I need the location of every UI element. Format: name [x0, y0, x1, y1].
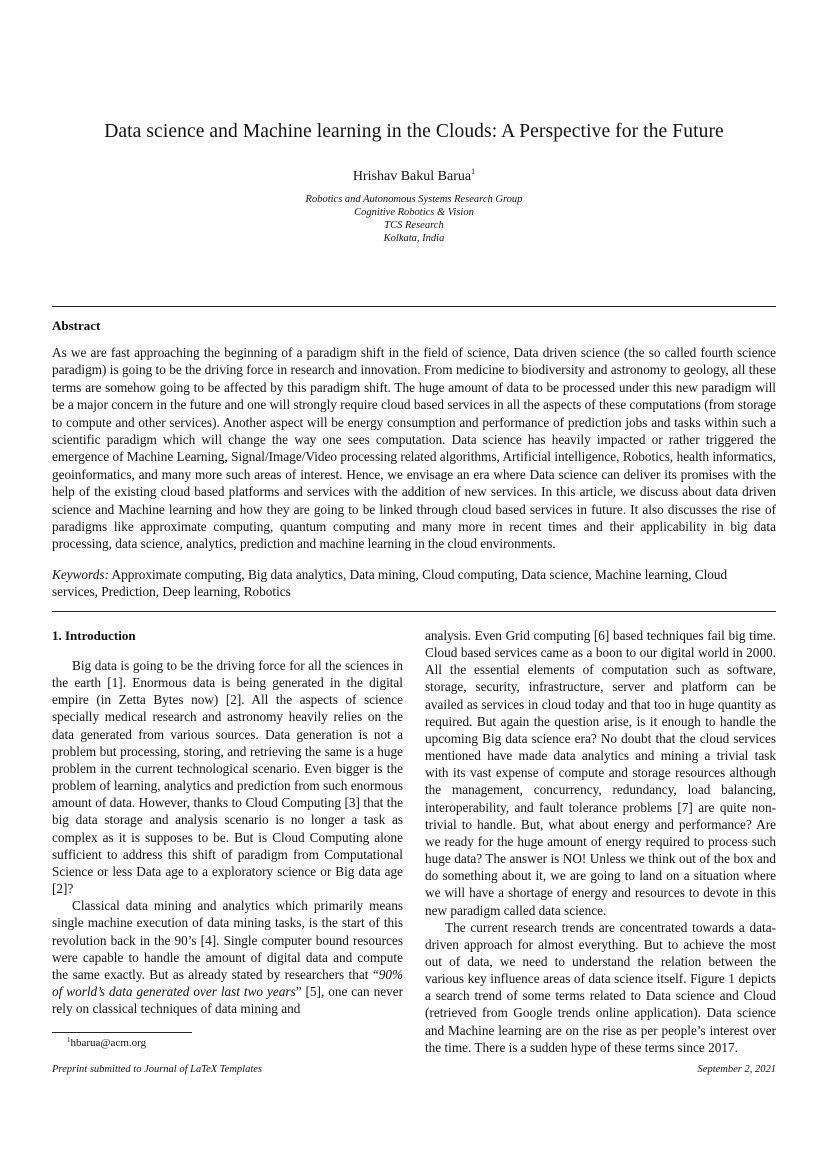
abstract-heading: Abstract — [52, 318, 101, 333]
author — [0, 167, 828, 185]
affiliation-line: TCS Research — [384, 220, 444, 231]
paragraph: Big data is going to be the driving force for all the sciences in the earth [1]. Enormous data is being generated in the digital empire (in Zetta Bytes now) [2]. All the aspects of science specially medical research and astronomy heavily relies on the data generated from various sources. Data generation is not a problem but processing, storing, and retrieving the same is a huge problem in the current technological scenario. Even bigger is the problem of learning, analytics and prediction from such enormous amount of data. However, thanks to Cloud Computing [3] that the big data storage and analysis scenario is no longer a task as complex as it is supposes to be. But is Cloud Computing alone sufficient to address this shift of paradigm from Computational Science or less Data age to a exploratory science or Big data age [2]? — [52, 658, 403, 897]
author-footnote-mark: 1 — [471, 167, 476, 176]
paper-title: Data science and Machine learning in the Clouds: A Perspective for the Future — [104, 121, 724, 142]
affiliation-line: Cognitive Robotics & Vision — [354, 207, 474, 218]
divider — [52, 611, 776, 612]
paragraph: analysis. Even Grid computing [6] based techniques fail big time. Cloud based services came as a boon to our digital world in 2000. All the essential elements of computation such as software, storage, security, infrastructure, server and platform can be availed as services in cloud today and that too in huge quantity as required. But again the question arise, is it enough to handle the upcoming Big data science era? No doubt that the cloud services mentioned have made data analytics and mining a trivial task with its vast expense of compute and storage resources although the management, concurrency, redundancy, load balancing, interoperability, and fault tolerance problems [7] are quite non-trivial to handle. But, what about energy and performance? Are we ready for the huge amount of energy required to process such huge data? The answer is NO! Unless we think out of the box and do something about it, we are going to land on a situation where we will have a shortage of energy and resources to devote in this new paradigm called data science. — [425, 628, 776, 918]
right-column — [425, 627, 776, 1056]
footnote — [67, 1036, 146, 1049]
affiliation-line: Kolkata, India — [383, 233, 445, 244]
quoted-statistic: 90% of world’s data generated over last two years — [52, 966, 403, 999]
left-column — [52, 657, 403, 1017]
author-name: Hrishav Bakul Barua — [352, 169, 472, 184]
footnote-rule — [52, 1032, 192, 1033]
abstract-text: As we are fast approaching the beginning of a paradigm shift in the field of science, Data driven science (the so called fourth science paradigm) is going to be the driving force in research and innovation. From medicine to biodiversity and astronomy to geology, all these terms are somehow going to be affected by this paradigm shift. The huge amount of data to be processed under this new paradigm will be a major concern in the future and one will strongly require cloud based services in all the aspects of these computations (from storage to compute and other services). Another aspect will be energy consumption and performance of prediction jobs and tasks within such a scientific paradigm which will change the way one sees computation. Data science has heavily impacted or rather triggered the emergence of Machine Learning, Signal/Image/Video processing related algorithms, Artificial intelligence, Robotics, health informatics, geoinformatics, and many more such areas of interest. Hence, we envisage an era where Data science can deliver its promises with the help of the existing cloud based platforms and services with the addition of new services. In this article, we discuss about data driven science and Machine learning and how they are going to be linked through cloud based services in future. It also discusses the rise of paradigms like approximate computing, quantum computing and many more in recent times and their applicability in big data processing, data science, analytics, prediction and machine learning in the cloud environments. — [52, 345, 776, 552]
paragraph-text: ” [5], one can never rely on classical techniques of data mining and — [52, 983, 403, 1017]
footnote-mark: 1 — [67, 1036, 71, 1044]
section-heading: 1. Introduction — [52, 628, 136, 643]
paragraph — [52, 897, 403, 1017]
affiliation-line: Robotics and Autonomous Systems Research Group — [305, 194, 523, 205]
keywords-label: Keywords: — [52, 567, 109, 582]
paragraph: The current research trends are concentrated towards a data-driven approach for almost everything. But to achieve the most out of data, we need to understand the relation between the various key influence areas of data science itself. Figure 1 depicts a search trend of some terms related to Data science and Cloud (retrieved from Google trends online application). Data science and Machine learning are on the rise as per people’s interest over the time. There is a sudden hype of these terms since 2017. — [425, 919, 776, 1055]
keywords — [52, 566, 776, 601]
paragraph-text: Classical data mining and analytics which primarily means single machine execution of data mining tasks, is the start of this revolution back in the 90’s [4]. Single computer bound resources were capable to handle the amount of digital data and compute the same exactly. But as already stated by researchers that “ — [52, 898, 403, 982]
divider — [52, 306, 776, 307]
keywords-list: Approximate computing, Big data analytics, Data mining, Cloud computing, Data science, Machine learning, Cloud services, Prediction, Deep learning, Robotics — [52, 567, 728, 600]
footer-journal: Preprint submitted to Journal of LaTeX Templates — [52, 1064, 263, 1075]
footer-date: September 2, 2021 — [697, 1064, 776, 1075]
footnote-text: hbarua@acm.org — [70, 1037, 147, 1049]
